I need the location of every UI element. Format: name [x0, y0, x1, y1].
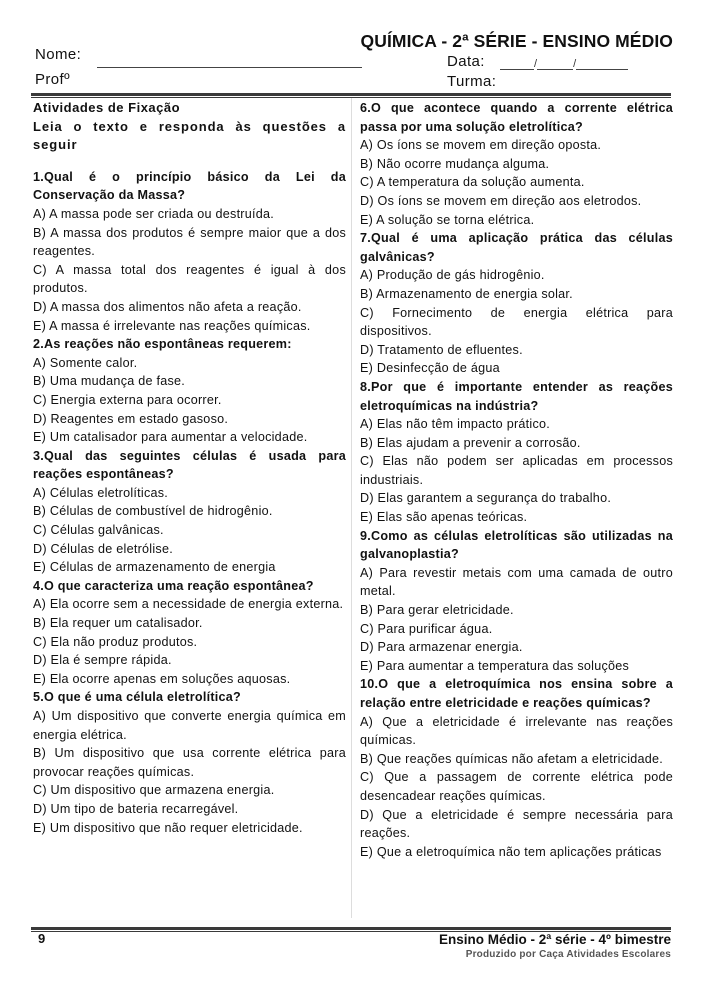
question-block [33, 168, 346, 335]
class-label: Turma: [447, 73, 497, 90]
answer-option[interactable]: E) A solução se torna elétrica. [360, 212, 535, 227]
answer-option[interactable]: A) Elas não têm impacto prático. [360, 417, 550, 432]
date-day-blank[interactable] [500, 60, 534, 70]
answer-option[interactable]: C) A massa total dos reagentes é igual à dos produtos. [33, 262, 346, 296]
right-column [360, 99, 673, 861]
question-block [360, 99, 673, 229]
answer-option[interactable]: D) Tratamento de efluentes. [360, 342, 523, 357]
answer-option[interactable]: D) Células de eletrólise. [33, 541, 173, 556]
question-text: 1.Qual é o princípio básico da Lei da Conservação da Massa? [33, 169, 346, 203]
answer-option[interactable]: C) A temperatura da solução aumenta. [360, 175, 585, 190]
answer-option[interactable]: C) Elas não podem ser aplicadas em processos industriais. [360, 454, 673, 487]
answer-option[interactable]: E) Desinfecção de água [360, 361, 500, 376]
answer-option[interactable]: B) Ela requer um catalisador. [33, 616, 203, 631]
answer-option[interactable]: D) Elas garantem a segurança do trabalho. [360, 491, 612, 506]
answer-option[interactable]: E) Que a eletroquímica não tem aplicações práticas [360, 844, 662, 859]
date-separator: / [534, 58, 538, 70]
answer-option[interactable]: D) Que a eletricidade é sempre necessária para reações. [360, 807, 673, 841]
question-text: 5.O que é uma célula eletrolítica? [33, 690, 241, 705]
question-text: 8.Por que é importante entender as reações eletroquímicas na indústria? [360, 379, 673, 413]
answer-option[interactable]: C) Fornecimento de energia elétrica para dispositivos. [360, 305, 673, 339]
answer-option[interactable]: C) Para purificar água. [360, 621, 493, 636]
answer-option[interactable]: B) Não ocorre mudança alguma. [360, 156, 550, 171]
answer-option[interactable]: B) Que reações químicas não afetam a eletricidade. [360, 751, 664, 766]
answer-option[interactable]: A) A massa pode ser criada ou destruída. [33, 206, 275, 221]
question-text: 9.Como as células eletrolíticas são utilizadas na galvanoplastia? [360, 528, 673, 562]
answer-option[interactable]: C) Células galvânicas. [33, 523, 164, 538]
question-block [33, 577, 346, 689]
answer-option[interactable]: B) A massa dos produtos é sempre maior que a dos reagentes. [33, 225, 346, 259]
section-title: Atividades de Fixação [33, 100, 181, 115]
question-block [33, 335, 346, 447]
question-text: 4.O que caracteriza uma reação espontânea? [33, 578, 314, 593]
footer-credit: Produzido por Caça Atividades Escolares [465, 949, 671, 960]
answer-option[interactable]: B) Elas ajudam a prevenir a corrosão. [360, 435, 581, 450]
question-block [360, 675, 673, 861]
answer-option[interactable]: A) Para revestir metais com uma camada de outro metal. [360, 565, 673, 599]
answer-option[interactable]: C) Que a passagem de corrente elétrica pode desencadear reações químicas. [360, 770, 673, 803]
answer-option[interactable]: B) Células de combustível de hidrogênio. [33, 504, 273, 519]
answer-option[interactable]: A) Somente calor. [33, 355, 138, 370]
answer-option[interactable]: D) Ela é sempre rápida. [33, 653, 172, 668]
question-block [33, 688, 346, 837]
answer-option[interactable]: A) Ela ocorre sem a necessidade de energia externa. [33, 597, 344, 612]
date-label: Data: [447, 53, 485, 70]
answer-option[interactable]: A) Células eletrolíticas. [33, 485, 169, 500]
answer-option[interactable]: E) Elas são apenas teóricas. [360, 510, 528, 525]
answer-option[interactable]: D) A massa dos alimentos não afeta a reação. [33, 299, 302, 314]
date-year-blank[interactable] [576, 60, 628, 70]
answer-option[interactable]: E) Ela ocorre apenas em soluções aquosas. [33, 671, 291, 686]
question-block [360, 229, 673, 378]
answer-option[interactable]: A) Produção de gás hidrogênio. [360, 268, 545, 283]
answer-option[interactable]: E) Um catalisador para aumentar a velocidade. [33, 430, 308, 445]
date-separator: / [573, 58, 577, 70]
answer-option[interactable]: E) Células de armazenamento de energia [33, 560, 276, 575]
page-title: QUÍMICA - 2ª SÉRIE - ENSINO MÉDIO [360, 31, 673, 51]
answer-option[interactable]: D) Reagentes em estado gasoso. [33, 411, 229, 426]
left-column [33, 99, 346, 837]
question-text: 3.Qual das seguintes células é usada para reações espontâneas? [33, 448, 346, 482]
question-text: 2.As reações não espontâneas requerem: [33, 337, 292, 352]
answer-option[interactable]: E) A massa é irrelevante nas reações químicas. [33, 318, 311, 333]
question-block [33, 447, 346, 577]
answer-option[interactable]: C) Ela não produz produtos. [33, 634, 198, 649]
answer-option[interactable]: C) Um dispositivo que armazena energia. [33, 783, 275, 798]
question-block [360, 378, 673, 527]
column-divider [351, 98, 352, 918]
date-field[interactable] [500, 58, 628, 70]
answer-option[interactable]: E) Um dispositivo que não requer eletricidade. [33, 820, 303, 835]
question-text: 7.Qual é uma aplicação prática das células galvânicas? [360, 231, 673, 264]
answer-option[interactable]: A) Que a eletricidade é irrelevante nas reações químicas. [360, 714, 673, 748]
answer-option[interactable]: E) Para aumentar a temperatura das soluções [360, 658, 630, 673]
answer-option[interactable]: C) Energia externa para ocorrer. [33, 392, 222, 407]
answer-option[interactable]: A) Os íons se movem em direção oposta. [360, 138, 602, 153]
date-month-blank[interactable] [537, 60, 573, 70]
answer-option[interactable]: B) Uma mudança de fase. [33, 374, 186, 389]
answer-option[interactable]: D) Um tipo de bateria recarregável. [33, 801, 239, 816]
answer-option[interactable]: A) Um dispositivo que converte energia química em energia elétrica. [33, 709, 346, 742]
name-label: Nome: [35, 46, 82, 63]
question-block [360, 527, 673, 676]
teacher-label: Profº [35, 71, 70, 88]
footer-title: Ensino Médio - 2ª série - 4º bimestre [439, 932, 671, 947]
answer-option[interactable]: B) Armazenamento de energia solar. [360, 286, 573, 301]
answer-option[interactable]: B) Um dispositivo que usa corrente elétrica para provocar reações químicas. [33, 746, 346, 779]
page-number: 9 [38, 931, 46, 946]
instruction-text: Leia o texto e responda às questões a seguir [33, 118, 346, 153]
question-text: 6.O que acontece quando a corrente elétrica passa por uma solução eletrolítica? [360, 101, 673, 134]
question-text: 10.O que a eletroquímica nos ensina sobre a relação entre eletricidade e reações químicas? [360, 677, 673, 710]
answer-option[interactable]: B) Para gerar eletricidade. [360, 603, 514, 618]
name-field-line[interactable] [97, 67, 362, 68]
answer-option[interactable]: D) Os íons se movem em direção aos eletrodos. [360, 193, 642, 208]
answer-option[interactable]: D) Para armazenar energia. [360, 640, 523, 655]
